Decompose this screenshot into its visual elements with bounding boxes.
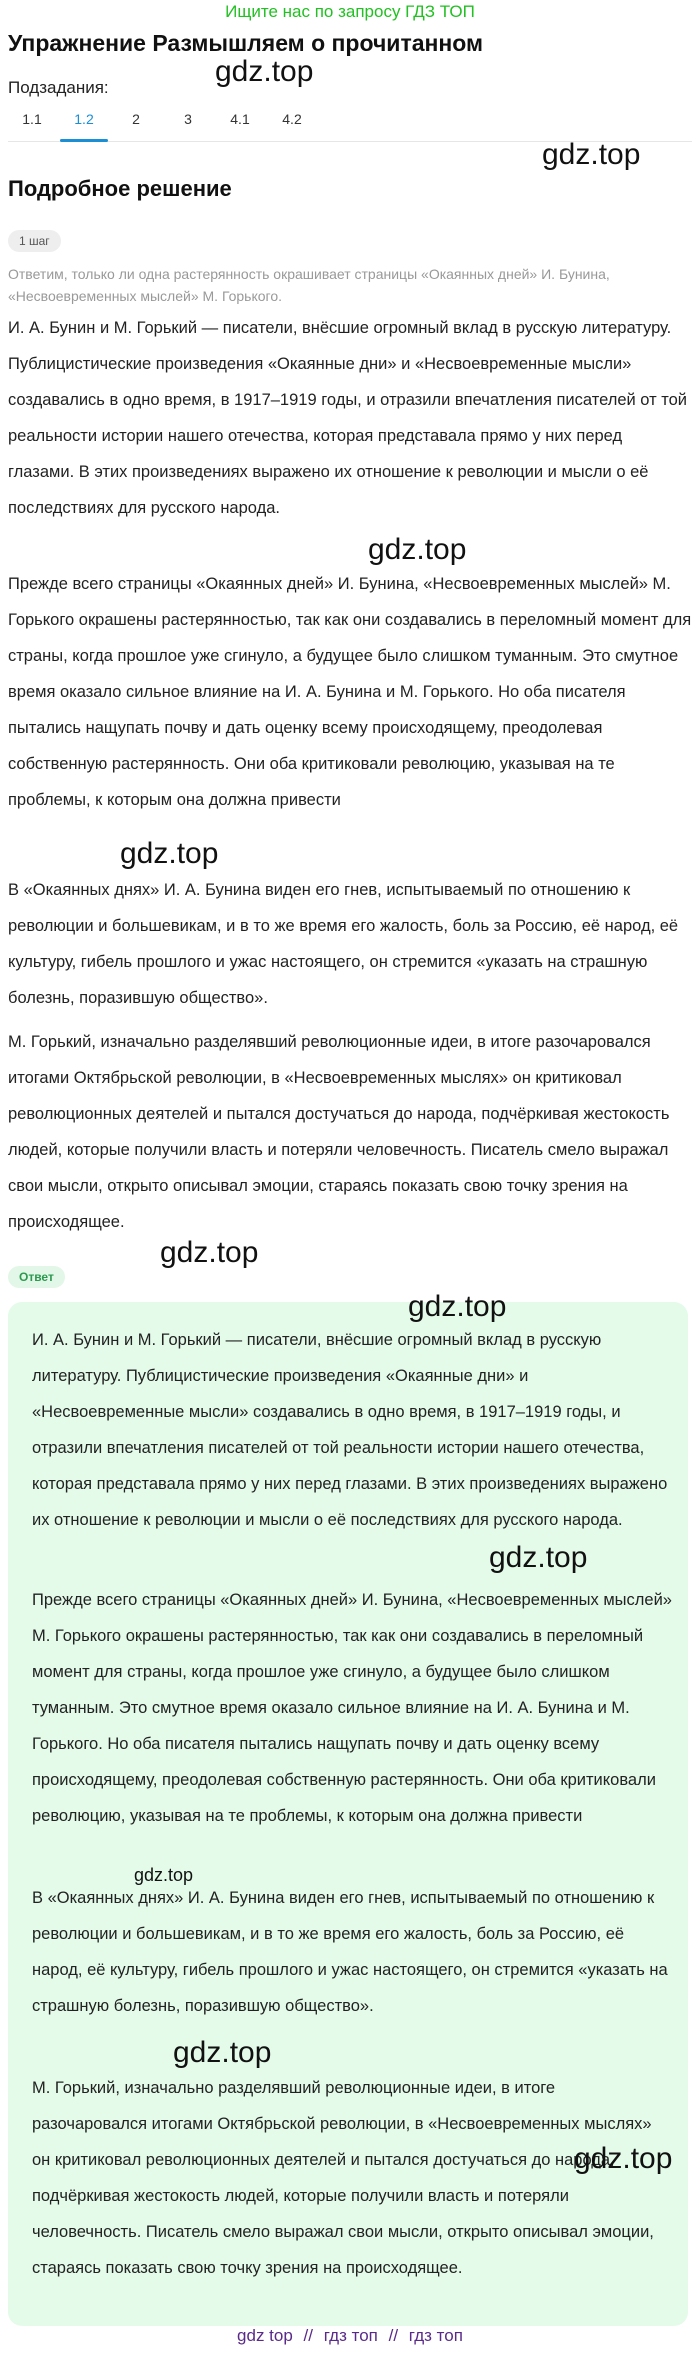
tab-3[interactable]: 3 bbox=[184, 111, 192, 127]
tab-4-1[interactable]: 4.1 bbox=[230, 111, 250, 127]
tab-1-2[interactable]: 1.2 bbox=[74, 111, 94, 127]
watermark: gdz.top bbox=[134, 1865, 194, 1885]
answer-paragraph: В «Окаянных днях» И. А. Бунина виден его гнев, испытываемый по отношению к революции и большевикам, и в то же время его жалость, боль за Россию, её народ, её культуру, гибель прошлого и ужас настоящего, он стремится «указать на страшную болезнь, поразившую общество». bbox=[32, 1889, 668, 2015]
step-badge: 1 шаг bbox=[8, 230, 61, 252]
answer-badge: Ответ bbox=[8, 1266, 65, 1288]
watermark: gdz.top bbox=[542, 138, 641, 171]
solution-paragraph: И. А. Бунин и М. Горький — писатели, внёсшие огромный вклад в русскую литературу. Публицистические произведения «Окаянные дни» и «Несвоевременные мысли» создавались в одно время, в 1917–1919 годы, и отразили впечатления писателей от той реальности истории нашего отечества, которая представала прямо у них перед глазами. В этих произведениях выражено их отношение к революции и мысли о её последствиях для русского народа. bbox=[8, 319, 688, 517]
watermark: gdz.top bbox=[120, 837, 219, 870]
footer-separator: // bbox=[303, 2326, 313, 2345]
task-question-note: Ответим, только ли одна растерянность окрашивает страницы «Окаянных дней» И. Бунина, «Несвоевременных мыслей» М. Горького. bbox=[8, 266, 610, 304]
active-tab-indicator bbox=[60, 139, 108, 142]
tab-2[interactable]: 2 bbox=[132, 111, 140, 127]
tab-4-2[interactable]: 4.2 bbox=[282, 111, 302, 127]
watermark: gdz.top bbox=[408, 1290, 507, 1323]
solution-paragraph: В «Окаянных днях» И. А. Бунина виден его гнев, испытываемый по отношению к революции и большевикам, и в то же время его жалость, боль за Россию, её народ, её культуру, гибель прошлого и ужас настоящего, он стремится «указать на страшную болезнь, поразившую общество». bbox=[8, 881, 679, 1007]
answer-paragraph: Прежде всего страницы «Окаянных дней» И. Бунина, «Несвоевременных мыслей» М. Горького окрашены растерянностью, так как они создавались в переломный момент для страны, когда прошлое уже сгинуло, а будущее было слишком туманным. Это смутное время оказало сильное влияние на И. А. Бунина и М. Горького. Но оба писателя пытались нащупать почву и дать оценку всему происходящему, преодолевая собственную растерянность. Они оба критиковали революцию, указывая на те проблемы, к которым она должна привести bbox=[32, 1591, 672, 1825]
solution-paragraph: М. Горький, изначально разделявший революционные идеи, в итоге разочаровался итогами Октябрьской революции, в «Несвоевременных мыслях» он критиковал революционных деятелей и пытался достучаться до народа, подчёркивая жестокость людей, которые получили власть и потеряли человечность. Писатель смело выражал свои мысли, открыто описывал эмоции, стараясь показать свою точку зрения на происходящее. bbox=[8, 1033, 670, 1231]
watermark: gdz.top bbox=[574, 2142, 673, 2175]
answer-paragraph: М. Горький, изначально разделявший революционные идеи, в итоге разочаровался итогами Октябрьской революции, в «Несвоевременных мыслях» он критиковал революционных деятелей и пытался достучаться до народа, подчёркивая жестокость людей, которые получили власть и потеряли человечность. Писатель смело выражал свои мысли, открыто описывал эмоции, стараясь показать свою точку зрения на происходящее. bbox=[32, 2079, 654, 2277]
watermark: gdz.top bbox=[215, 55, 314, 88]
footer-link[interactable]: gdz top bbox=[237, 2326, 293, 2345]
page-title: Упражнение Размышляем о прочитанном bbox=[8, 30, 484, 56]
watermark: gdz.top bbox=[160, 1236, 259, 1269]
watermark: gdz.top bbox=[173, 2036, 272, 2069]
footer-link[interactable]: гдз топ bbox=[408, 2326, 463, 2345]
footer-link[interactable]: гдз топ bbox=[323, 2326, 378, 2345]
solution-heading: Подробное решение bbox=[8, 176, 232, 201]
watermark: gdz.top bbox=[368, 533, 467, 566]
footer-separator: // bbox=[388, 2326, 399, 2345]
answer-paragraph: И. А. Бунин и М. Горький — писатели, внёсшие огромный вклад в русскую литературу. Публицистические произведения «Окаянные дни» и «Несвоевременные мысли» создавались в одно время, в 1917–1919 годы, и отразили впечатления писателей от той реальности истории нашего отечества, которая представала прямо у них перед глазами. В этих произведениях выражено их отношение к революции и мысли о её последствиях для русского народа. bbox=[32, 1331, 668, 1529]
watermark: gdz.top bbox=[489, 1541, 588, 1574]
search-hint-banner: Ищите нас по запросу ГДЗ ТОП bbox=[225, 2, 475, 21]
footer-links bbox=[0, 2326, 700, 2346]
subtasks-label: Подзадания: bbox=[8, 78, 109, 97]
solution-paragraph: Прежде всего страницы «Окаянных дней» И. Бунина, «Несвоевременных мыслей» М. Горького окрашены растерянностью, так как они создавались в переломный момент для страны, когда прошлое уже сгинуло, а будущее было слишком туманным. Это смутное время оказало сильное влияние на И. А. Бунина и М. Горького. Но оба писателя пытались нащупать почву и дать оценку всему происходящему, преодолевая собственную растерянность. Они оба критиковали революцию, указывая на те проблемы, к которым она должна привести bbox=[8, 575, 692, 809]
subtask-tabs bbox=[8, 103, 692, 142]
tab-1-1[interactable]: 1.1 bbox=[22, 111, 42, 127]
